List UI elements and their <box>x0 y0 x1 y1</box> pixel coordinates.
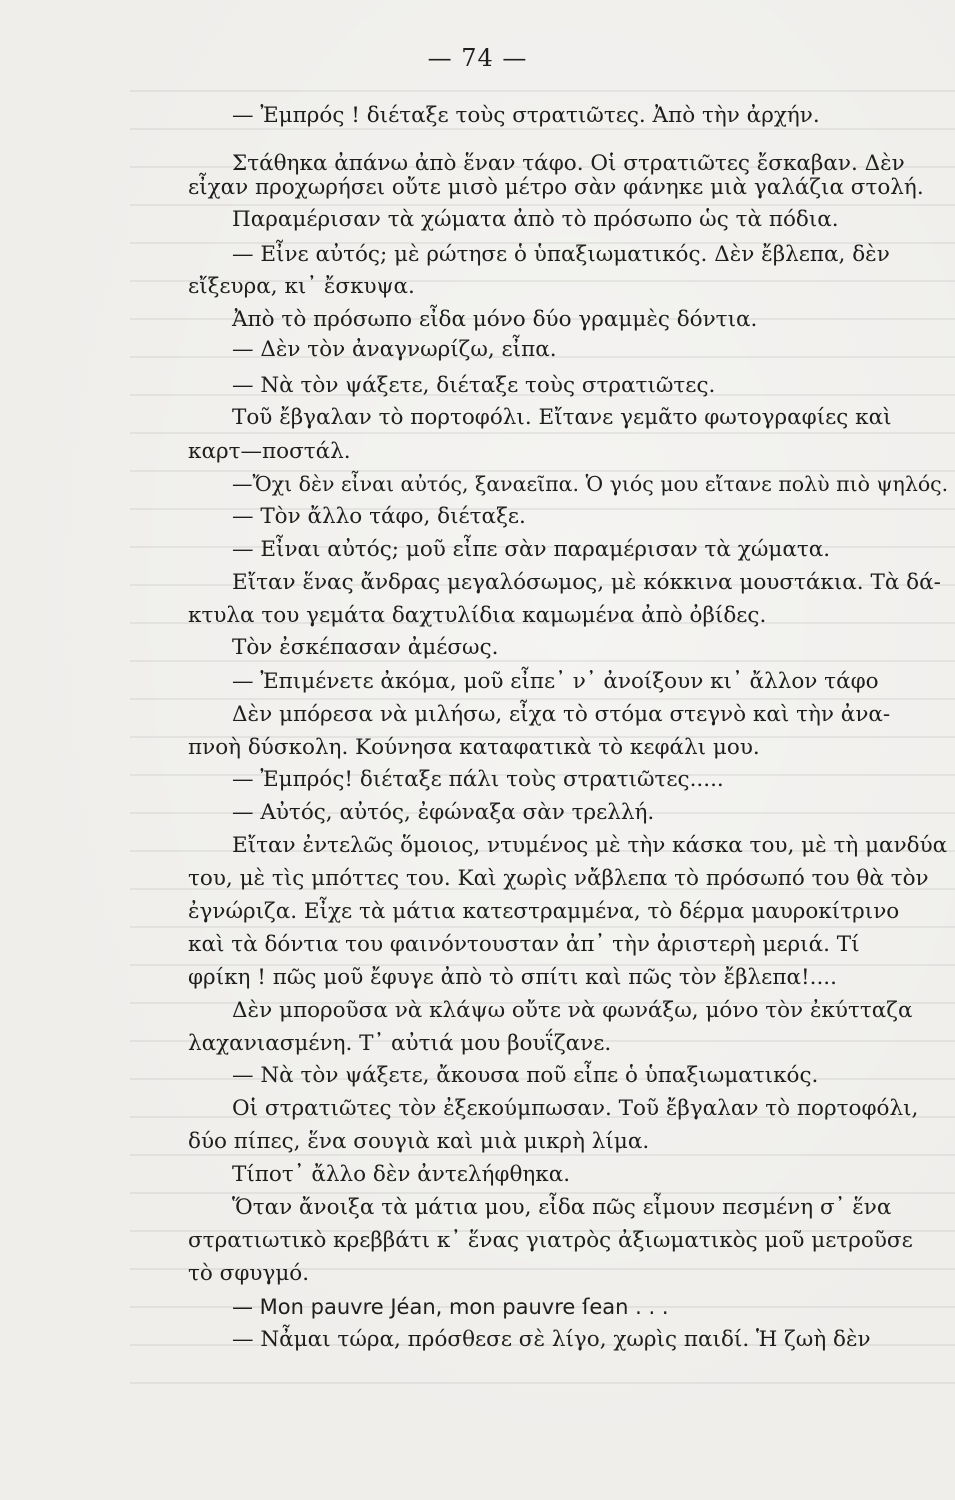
text-line: Τοῦ ἔβγαλαν τὸ πορτοφόλι. Εἴτανε γεμᾶτο φωτογραφίες καὶ <box>232 405 892 430</box>
text-line: κτυλα του γεμάτα δαχτυλίδια καμωμένα ἀπὸ ὀβίδες. <box>188 603 767 628</box>
text-line: δύο πίπες, ἕνα σουγιὰ καὶ μιὰ μικρὴ λίμα. <box>188 1129 650 1154</box>
text-line: — Ἐμπρός ! διέταξε τοὺς στρατιῶτες. Ἀπὸ τὴν ἀρχήν. <box>232 103 820 128</box>
text-line: — Ἐπιμένετε ἀκόμα, μοῦ εἶπε᾿ ν᾿ ἀνοίξουν κι᾿ ἄλλον τάφο <box>232 669 879 694</box>
text-line: Οἱ στρατιῶτες τὸν ἐξεκούμπωσαν. Τοῦ ἔβγαλαν τὸ πορτοφόλι, <box>232 1096 919 1121</box>
text-line: Ἀπὸ τὸ πρόσωπο εἶδα μόνο δύο γραμμὲς δόντια. <box>232 307 758 332</box>
text-line: —Ὄχι δὲν εἶναι αὐτός, ξαναεῖπα. Ὁ γιός μου εἴτανε πολὺ πιὸ ψηλός. <box>232 472 949 496</box>
text-line: πνοὴ δύσκολη. Κούνησα καταφατικὰ τὸ κεφάλι μου. <box>188 735 760 760</box>
text-line: φρίκη ! πῶς μοῦ ἔφυγε ἀπὸ τὸ σπίτι καὶ πῶς τὸν ἔβλεπα!.... <box>188 965 837 990</box>
text-line: — Αὐτός, αὐτός, ἐφώναξα σὰν τρελλή. <box>232 800 655 825</box>
text-line: — Mon pauvre Jéan, mon pauvre ſean . . . <box>232 1295 669 1319</box>
text-line: καὶ τὰ δόντια του φαινόντουσταν ἀπ᾿ τὴν ἀριστερὴ μεριά. Τί <box>188 932 860 957</box>
text-line: — Νἆμαι τώρα, πρόσθεσε σὲ λίγο, χωρὶς παιδί. Ἡ ζωὴ δὲν <box>232 1327 871 1352</box>
page-number: — 74 — <box>427 44 528 72</box>
text-line: καρτ—ποστάλ. <box>188 439 351 464</box>
text-line: — Δὲν τὸν ἀναγνωρίζω, εἶπα. <box>232 337 557 362</box>
text-line: Εἴταν ἐντελῶς ὅμοιος, ντυμένος μὲ τὴν κάσκα του, μὲ τὴ μανδύα <box>232 833 948 858</box>
text-line: λαχανιασμένη. Τ᾿ αὐτιά μου βουΐζανε. <box>188 1031 612 1056</box>
text-line: ἐγνώριζα. Εἶχε τὰ μάτια κατεστραμμένα, τὸ δέρμα μαυροκίτρινο <box>188 899 900 924</box>
text-line: Ὅταν ἄνοιξα τὰ μάτια μου, εἶδα πῶς εἶμουν πεσμένη σ᾿ ἕνα <box>232 1195 892 1220</box>
text-line: — Εἶνε αὐτός; μὲ ρώτησε ὁ ὑπαξιωματικός. Δὲν ἔβλεπα, δὲν <box>232 242 890 267</box>
text-line: εἶχαν προχωρήσει οὔτε μισὸ μέτρο σὰν φάνηκε μιὰ γαλάζια στολή. <box>188 175 924 200</box>
text-line: — Νὰ τὸν ψάξετε, ἄκουσα ποῦ εἶπε ὁ ὑπαξιωματικός. <box>232 1063 819 1088</box>
text-line: Δὲν μποροῦσα νὰ κλάψω οὔτε νὰ φωνάξω, μόνο τὸν ἐκύτταζα <box>232 998 913 1023</box>
text-line: Τὸν ἐσκέπασαν ἀμέσως. <box>232 635 499 660</box>
text-line: — Εἶναι αὐτός; μοῦ εἶπε σὰν παραμέρισαν τὰ χώματα. <box>232 537 831 562</box>
text-line: — Τὸν ἄλλο τάφο, διέταξε. <box>232 504 526 529</box>
text-line: — Νὰ τὸν ψάξετε, διέταξε τοὺς στρατιῶτες. <box>232 373 716 398</box>
text-line: τὸ σφυγμό. <box>188 1261 310 1286</box>
text-line: Παραμέρισαν τὰ χώματα ἀπὸ τὸ πρόσωπο ὡς τὰ πόδια. <box>232 207 839 232</box>
text-line: — Ἐμπρός! διέταξε πάλι τοὺς στρατιῶτες..... <box>232 767 724 792</box>
text-line: Εἴταν ἕνας ἄνδρας μεγαλόσωμος, μὲ κόκκινα μουστάκια. Τὰ δά- <box>232 570 941 595</box>
text-line: του, μὲ τὶς μπόττες του. Καὶ χωρὶς νἄβλεπα τὸ πρόσωπό του θὰ τὸν <box>188 866 929 891</box>
text-line: Τίποτ᾿ ἄλλο δὲν ἀντελήφθηκα. <box>232 1162 571 1187</box>
text-line: στρατιωτικὸ κρεββάτι κ᾿ ἕνας γιατρὸς ἀξιωματικὸς μοῦ μετροῦσε <box>188 1228 913 1253</box>
text-line: Στάθηκα ἀπάνω ἀπὸ ἕναν τάφο. Οἱ στρατιῶτες ἔσκαβαν. Δὲν <box>232 151 905 176</box>
text-line: Δὲν μπόρεσα νὰ μιλήσω, εἶχα τὸ στόμα στεγνὸ καὶ τὴν ἀνα- <box>232 702 891 727</box>
text-line: εἴξευρα, κι᾿ ἔσκυψα. <box>188 274 415 299</box>
